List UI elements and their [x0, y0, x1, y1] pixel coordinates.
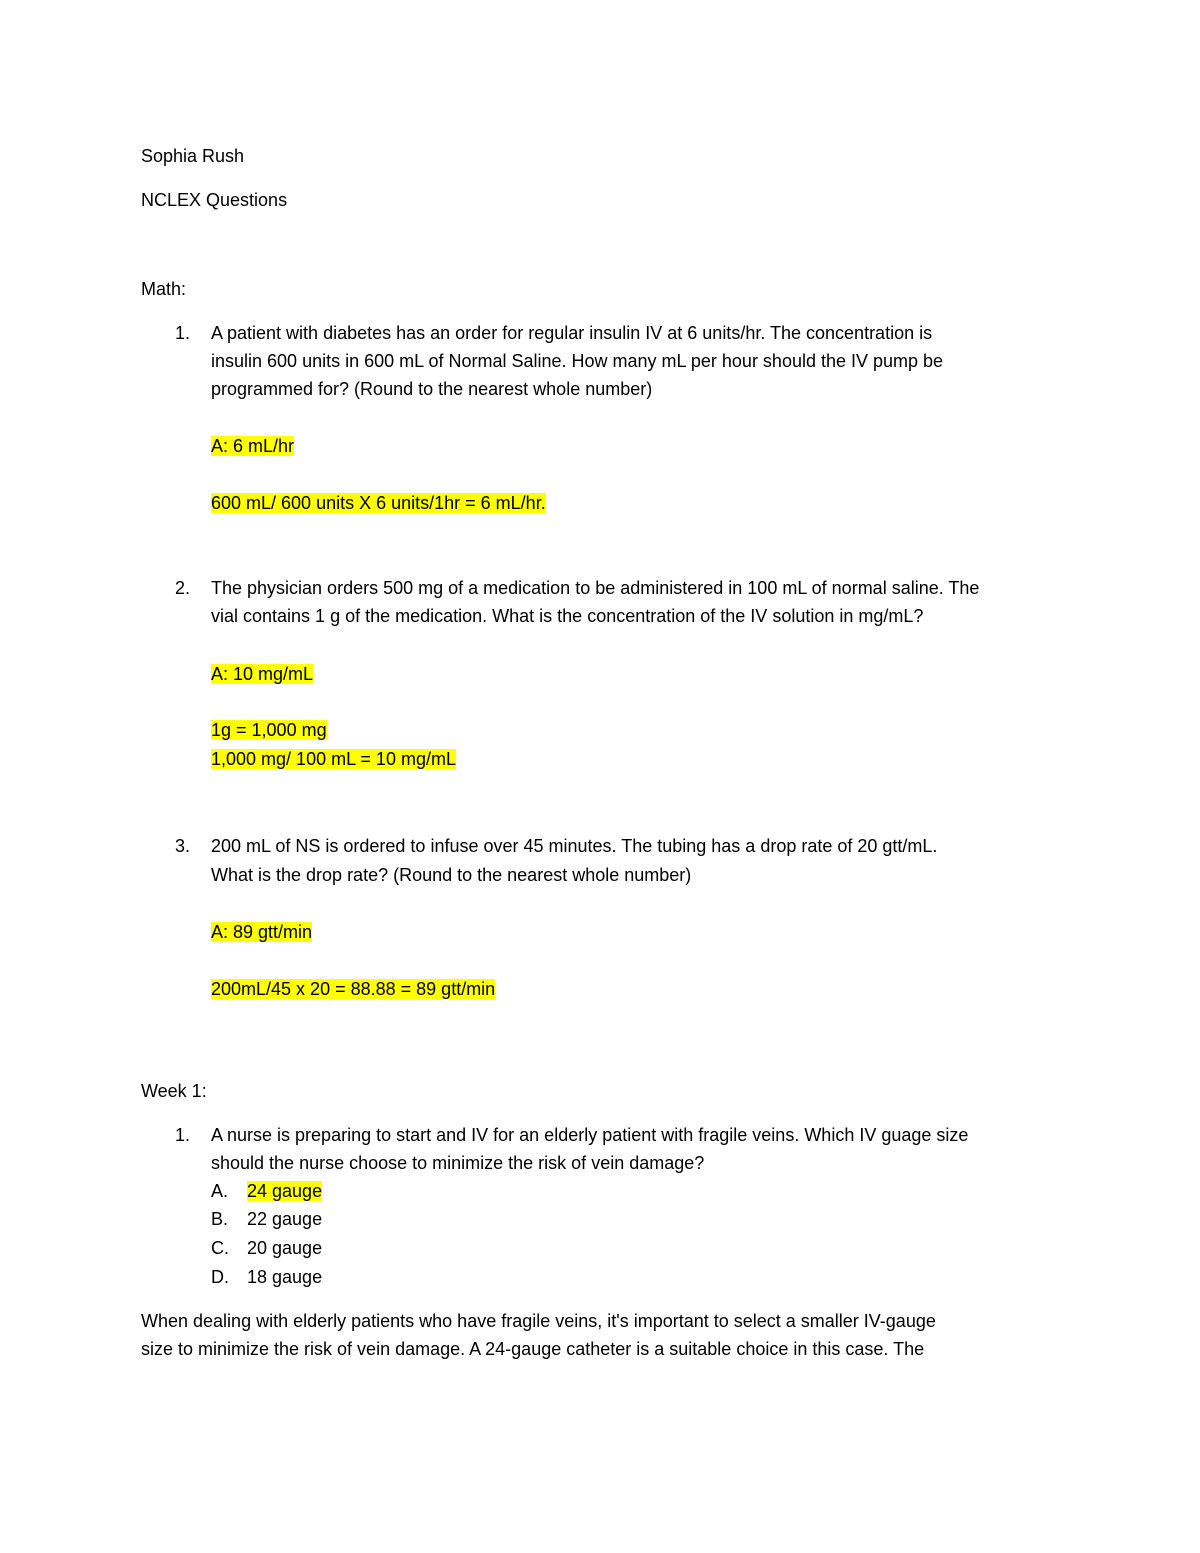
- question-text-line: A nurse is preparing to start and IV for an elderly patient with fragile veins. Which IV guage size: [211, 1125, 969, 1145]
- option-text: 18 gauge: [247, 1267, 323, 1287]
- explanation-line: When dealing with elderly patients who have fragile veins, it's important to select a smaller IV-gauge: [141, 1311, 936, 1331]
- work-highlight: 600 mL/ 600 units X 6 units/1hr = 6 mL/hr.: [211, 493, 546, 513]
- question-text-line: should the nurse choose to minimize the risk of vein damage?: [211, 1153, 705, 1173]
- option-text-correct: 24 gauge: [247, 1181, 323, 1201]
- option-letter: D.: [211, 1267, 229, 1287]
- option-text: 20 gauge: [247, 1238, 323, 1258]
- explanation-line: size to minimize the risk of vein damage. A 24-gauge catheter is a suitable choice in this case. The: [141, 1339, 925, 1359]
- work-highlight: 200mL/45 x 20 = 88.88 = 89 gtt/min: [211, 979, 496, 999]
- work-highlight: 1g = 1,000 mg: [211, 720, 327, 740]
- question-text-line: 200 mL of NS is ordered to infuse over 45 minutes. The tubing has a drop rate of 20 gtt/mL.: [211, 836, 938, 856]
- question-text-line: A patient with diabetes has an order for regular insulin IV at 6 units/hr. The concentration is: [211, 323, 933, 343]
- answer-highlight: A: 89 gtt/min: [211, 922, 313, 942]
- option-letter: B.: [211, 1209, 229, 1229]
- option-letter: C.: [211, 1238, 229, 1258]
- question-number: 2.: [175, 578, 191, 598]
- question-text-line: vial contains 1 g of the medication. What is the concentration of the IV solution in mg/mL?: [211, 606, 924, 626]
- question-text-line: What is the drop rate? (Round to the nearest whole number): [211, 865, 692, 885]
- question-number: 3.: [175, 836, 191, 856]
- work-highlight: 1,000 mg/ 100 mL = 10 mg/mL: [211, 749, 456, 769]
- question-number: 1.: [175, 1125, 191, 1145]
- question-text-line: The physician orders 500 mg of a medication to be administered in 100 mL of normal saline. The: [211, 578, 980, 598]
- document-subtitle: NCLEX Questions: [141, 190, 288, 210]
- answer-highlight: A: 6 mL/hr: [211, 436, 295, 456]
- option-text: 22 gauge: [247, 1209, 323, 1229]
- option-letter: A.: [211, 1181, 229, 1201]
- answer-highlight: A: 10 mg/mL: [211, 664, 314, 684]
- question-text-line: insulin 600 units in 600 mL of Normal Saline. How many mL per hour should the IV pump be: [211, 351, 944, 371]
- section-heading-math: Math:: [141, 279, 187, 299]
- author-name: Sophia Rush: [141, 146, 245, 166]
- section-heading-week1: Week 1:: [141, 1081, 207, 1101]
- question-number: 1.: [175, 323, 191, 343]
- question-text-line: programmed for? (Round to the nearest whole number): [211, 379, 653, 399]
